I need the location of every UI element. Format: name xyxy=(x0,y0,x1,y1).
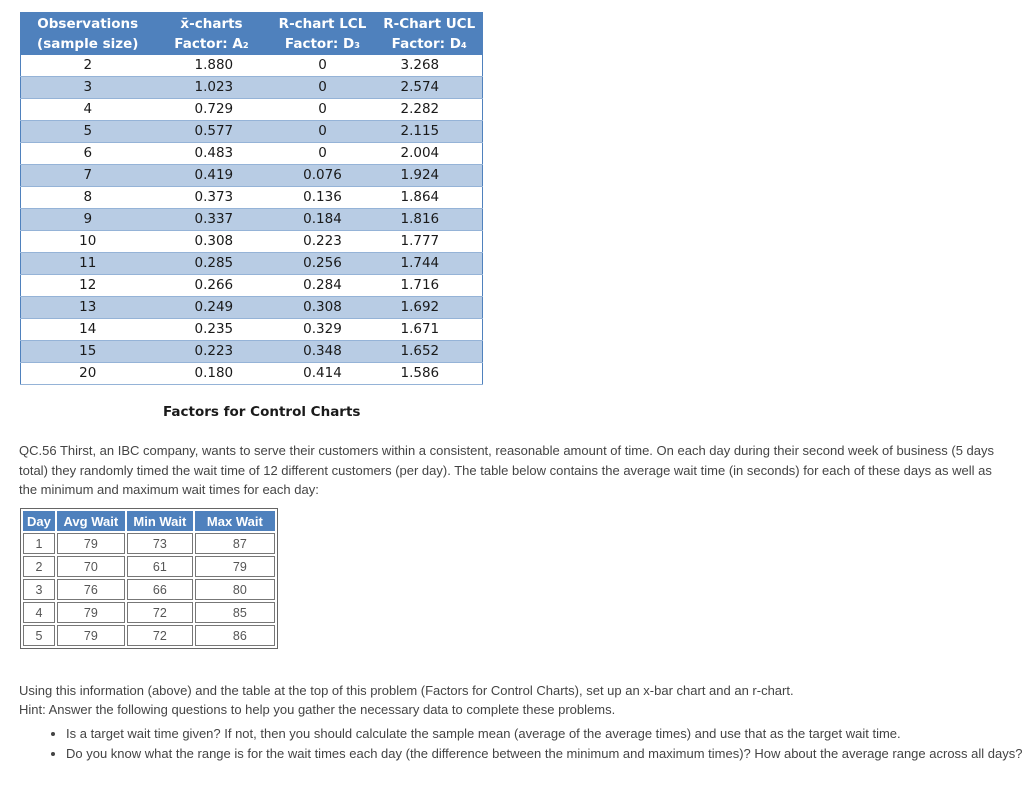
d4-cell: 1.744 xyxy=(377,253,483,275)
factors-header-observations: Observations (sample size) xyxy=(21,13,155,56)
d4-cell: 1.864 xyxy=(377,187,483,209)
factors-row xyxy=(21,231,483,253)
d3-cell: 0.184 xyxy=(269,209,377,231)
d3-cell: 0.256 xyxy=(269,253,377,275)
factors-row xyxy=(21,209,483,231)
d3-cell: 0.348 xyxy=(269,341,377,363)
wait-row xyxy=(23,533,275,554)
d4-cell: 1.924 xyxy=(377,165,483,187)
wait-row xyxy=(23,556,275,577)
wait-row xyxy=(23,579,275,600)
day-cell: 2 xyxy=(23,556,55,577)
avg-wait-cell: 79 xyxy=(57,533,125,554)
a2-cell: 0.419 xyxy=(155,165,269,187)
d3-cell: 0.414 xyxy=(269,363,377,385)
d4-cell: 1.586 xyxy=(377,363,483,385)
hint-item: • Is a target wait time given? If not, then you should calculate the sample mean (average of the average times) and use that as the target wait time. xyxy=(66,724,1024,744)
factors-row xyxy=(21,341,483,363)
sample-size-cell: 13 xyxy=(21,297,155,319)
min-wait-cell: 61 xyxy=(127,556,193,577)
sample-size-cell: 11 xyxy=(21,253,155,275)
d4-cell: 2.004 xyxy=(377,143,483,165)
instruction-text: Using this information (above) and the table at the top of this problem (Factors for Control Charts), set up an x-bar chart and an r-chart. xyxy=(19,683,794,698)
factors-row xyxy=(21,121,483,143)
factors-table xyxy=(20,12,483,385)
factors-table-caption: Factors for Control Charts xyxy=(163,404,361,420)
d3-cell: 0 xyxy=(269,99,377,121)
day-cell: 4 xyxy=(23,602,55,623)
d4-cell: 1.716 xyxy=(377,275,483,297)
d3-cell: 0 xyxy=(269,77,377,99)
sample-size-cell: 8 xyxy=(21,187,155,209)
avg-wait-cell: 70 xyxy=(57,556,125,577)
d4-cell: 1.777 xyxy=(377,231,483,253)
a2-cell: 0.577 xyxy=(155,121,269,143)
max-wait-cell: 85 xyxy=(195,602,275,623)
min-wait-cell: 66 xyxy=(127,579,193,600)
factors-header-xbar: x̄-charts Factor: A₂ xyxy=(155,13,269,56)
d4-cell: 2.282 xyxy=(377,99,483,121)
factors-row xyxy=(21,55,483,77)
d3-cell: 0.284 xyxy=(269,275,377,297)
sample-size-cell: 14 xyxy=(21,319,155,341)
sample-size-cell: 6 xyxy=(21,143,155,165)
factors-row xyxy=(21,275,483,297)
sample-size-cell: 9 xyxy=(21,209,155,231)
avg-wait-cell: 76 xyxy=(57,579,125,600)
wait-header-row xyxy=(23,511,275,531)
d3-cell: 0.308 xyxy=(269,297,377,319)
day-cell: 3 xyxy=(23,579,55,600)
factors-header-row xyxy=(21,13,483,56)
a2-cell: 1.023 xyxy=(155,77,269,99)
factors-header-rchart-ucl: R-Chart UCL Factor: D₄ xyxy=(377,13,483,56)
max-wait-cell: 79 xyxy=(195,556,275,577)
d3-cell: 0 xyxy=(269,143,377,165)
wait-row xyxy=(23,602,275,623)
d3-cell: 0 xyxy=(269,121,377,143)
hint-item: • Do you know what the range is for the wait times each day (the difference between the minimum and maximum times)? How about the average range across all days? xyxy=(66,744,1024,764)
wait-row xyxy=(23,625,275,646)
hint-intro-text: Hint: Answer the following questions to help you gather the necessary data to complete these problems. xyxy=(19,702,616,717)
sample-size-cell: 2 xyxy=(21,55,155,77)
a2-cell: 0.373 xyxy=(155,187,269,209)
factors-row xyxy=(21,253,483,275)
d4-cell: 1.671 xyxy=(377,319,483,341)
wait-times-table xyxy=(20,508,278,649)
a2-cell: 0.249 xyxy=(155,297,269,319)
sample-size-cell: 15 xyxy=(21,341,155,363)
factors-row xyxy=(21,363,483,385)
a2-cell: 0.285 xyxy=(155,253,269,275)
a2-cell: 0.337 xyxy=(155,209,269,231)
day-cell: 5 xyxy=(23,625,55,646)
factors-row xyxy=(21,77,483,99)
sample-size-cell: 3 xyxy=(21,77,155,99)
a2-cell: 0.235 xyxy=(155,319,269,341)
min-wait-cell: 72 xyxy=(127,625,193,646)
d3-cell: 0 xyxy=(269,55,377,77)
d3-cell: 0.076 xyxy=(269,165,377,187)
min-wait-cell: 73 xyxy=(127,533,193,554)
sample-size-cell: 5 xyxy=(21,121,155,143)
avg-wait-cell: 79 xyxy=(57,602,125,623)
min-wait-cell: 72 xyxy=(127,602,193,623)
factors-row xyxy=(21,99,483,121)
avg-wait-cell: 79 xyxy=(57,625,125,646)
d3-cell: 0.329 xyxy=(269,319,377,341)
d3-cell: 0.136 xyxy=(269,187,377,209)
max-wait-cell: 87 xyxy=(195,533,275,554)
factors-row xyxy=(21,165,483,187)
sample-size-cell: 7 xyxy=(21,165,155,187)
a2-cell: 1.880 xyxy=(155,55,269,77)
max-wait-cell: 86 xyxy=(195,625,275,646)
day-cell: 1 xyxy=(23,533,55,554)
factors-row xyxy=(21,143,483,165)
wait-header-min: Min Wait xyxy=(127,511,193,531)
sample-size-cell: 4 xyxy=(21,99,155,121)
a2-cell: 0.729 xyxy=(155,99,269,121)
a2-cell: 0.483 xyxy=(155,143,269,165)
wait-header-avg: Avg Wait xyxy=(57,511,125,531)
a2-cell: 0.308 xyxy=(155,231,269,253)
d4-cell: 3.268 xyxy=(377,55,483,77)
d4-cell: 1.816 xyxy=(377,209,483,231)
a2-cell: 0.180 xyxy=(155,363,269,385)
a2-cell: 0.223 xyxy=(155,341,269,363)
d4-cell: 2.115 xyxy=(377,121,483,143)
wait-header-max: Max Wait xyxy=(195,511,275,531)
sample-size-cell: 20 xyxy=(21,363,155,385)
factors-header-rchart-lcl: R-chart LCL Factor: D₃ xyxy=(269,13,377,56)
sample-size-cell: 10 xyxy=(21,231,155,253)
max-wait-cell: 80 xyxy=(195,579,275,600)
d4-cell: 2.574 xyxy=(377,77,483,99)
question-text: QC.56 Thirst, an IBC company, wants to serve their customers within a consistent, reasonable amount of time. On each day during their second week of business (5 days total) they randomly timed the wait time of 12 different customers (per day). The table below contains the average wait time (in seconds) for each of these days as well as the minimum and maximum wait times for each day: xyxy=(19,443,994,497)
d4-cell: 1.692 xyxy=(377,297,483,319)
d3-cell: 0.223 xyxy=(269,231,377,253)
a2-cell: 0.266 xyxy=(155,275,269,297)
factors-row xyxy=(21,187,483,209)
factors-row xyxy=(21,319,483,341)
wait-header-day: Day xyxy=(23,511,55,531)
d4-cell: 1.652 xyxy=(377,341,483,363)
hint-list xyxy=(19,724,1024,764)
factors-row xyxy=(21,297,483,319)
sample-size-cell: 12 xyxy=(21,275,155,297)
